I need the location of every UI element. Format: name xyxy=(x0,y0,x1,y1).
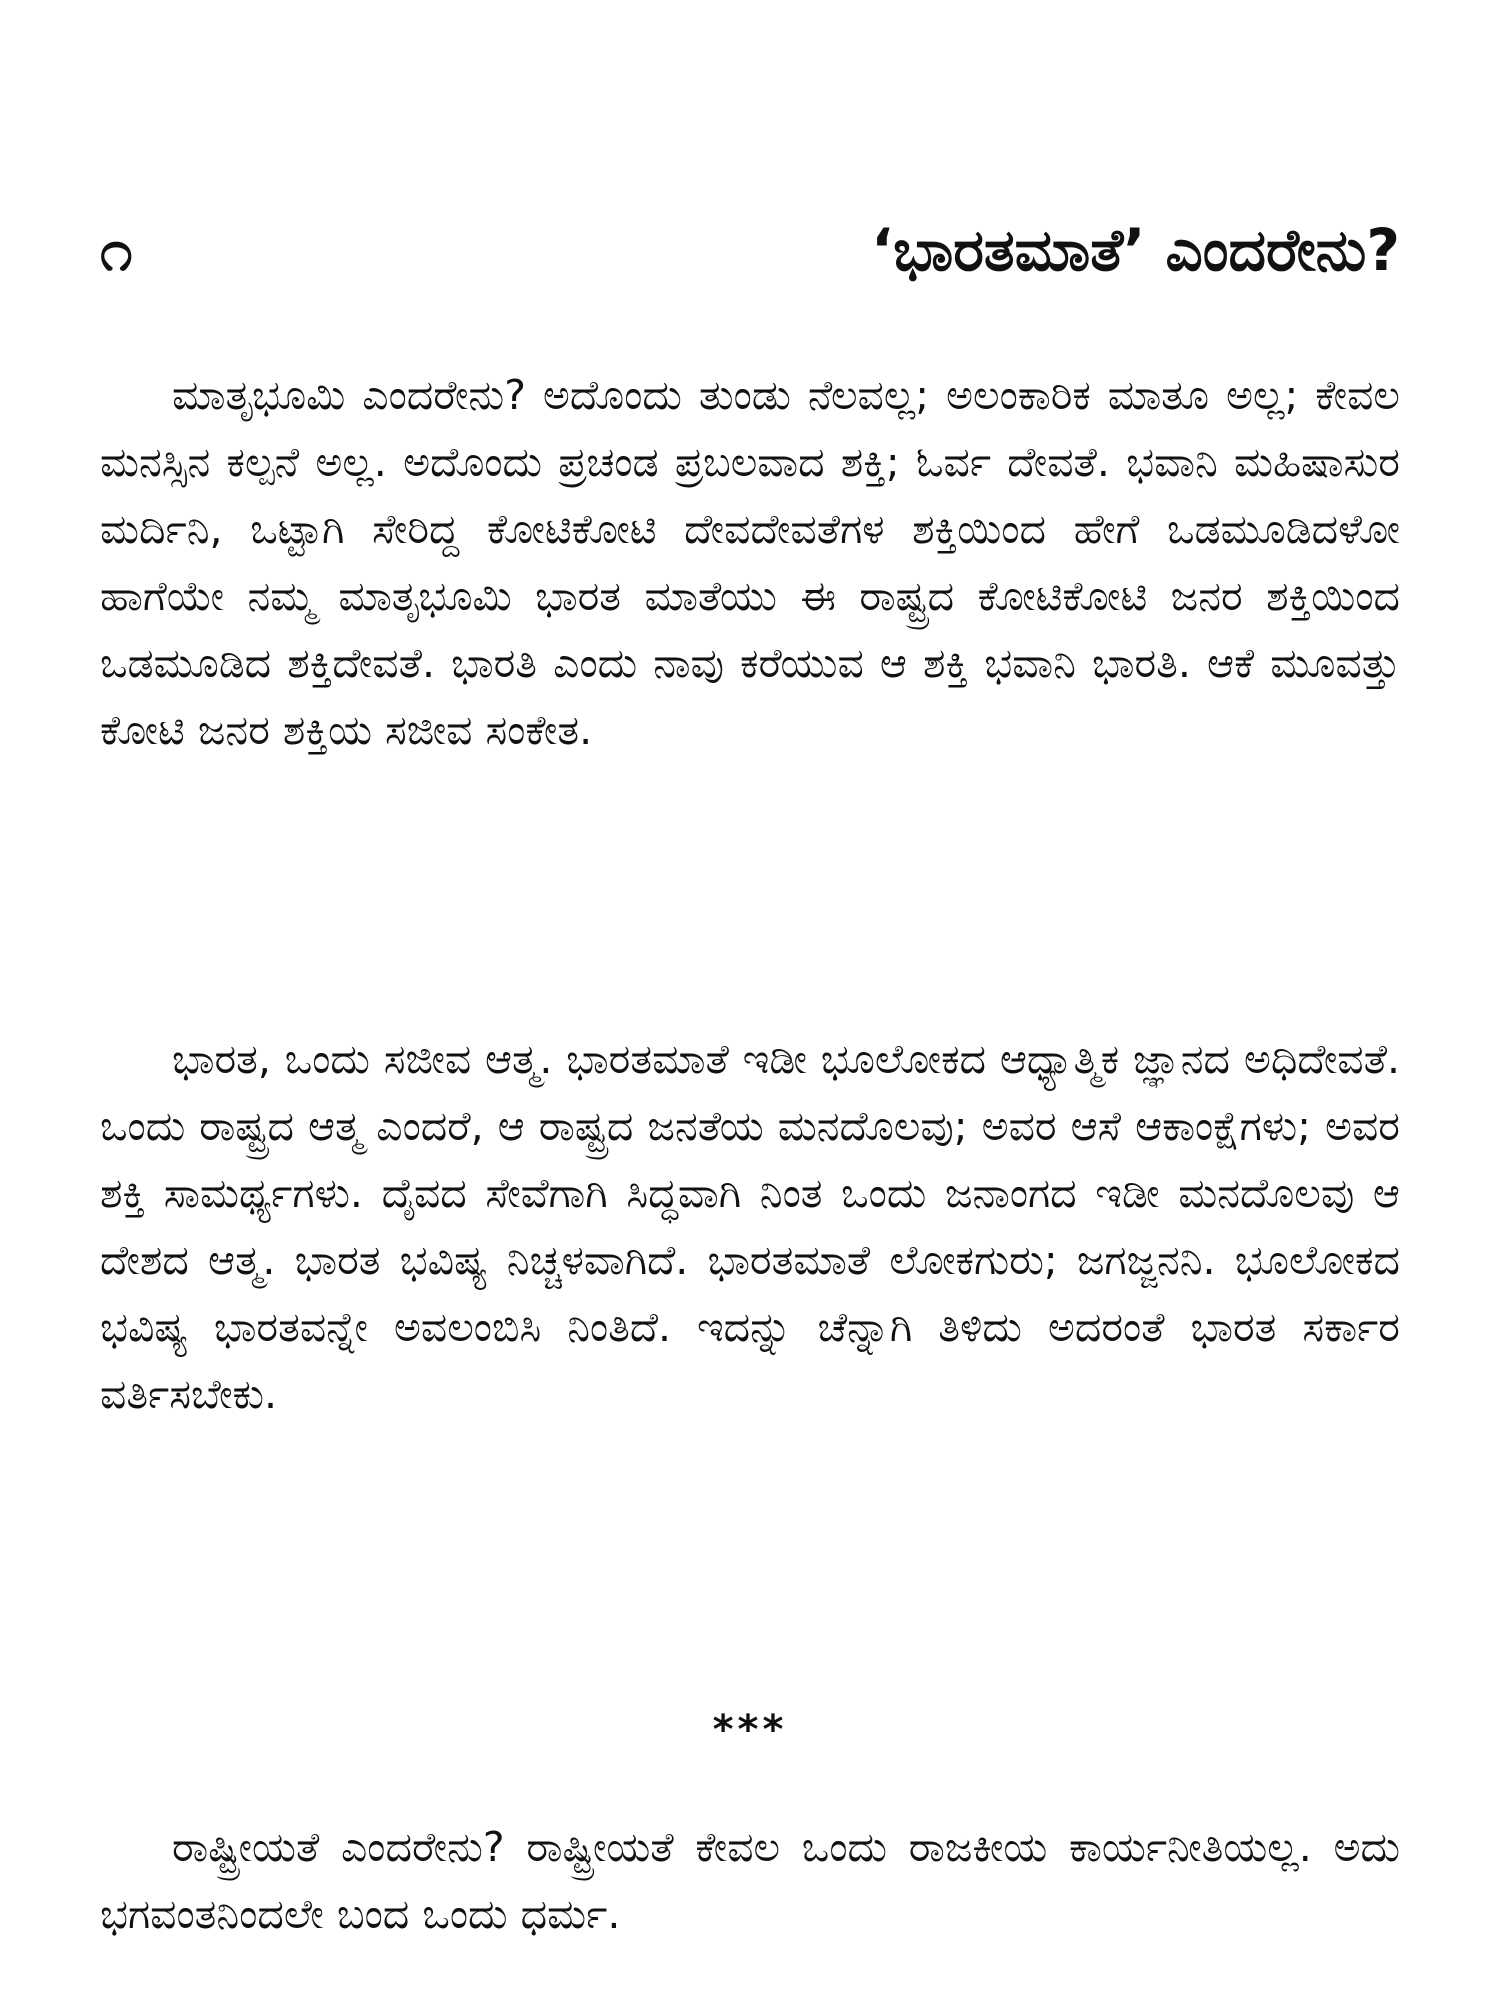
chapter-header xyxy=(100,210,1400,290)
paragraph-living-soul: ಭಾರತ, ಒಂದು ಸಜೀವ ಆತ್ಮ. ಭಾರತಮಾತೆ ಇಡೀ ಭೂಲೋಕದ ಆಧ್ಯಾತ್ಮಿಕ ಜ್ಞಾನದ ಅಧಿದೇವತೆ. ಒಂದು ರಾಷ್ಟ್ರದ ಆತ್ಮ ಎಂದರೆ, ಆ ರಾಷ್ಟ್ರದ ಜನತೆಯ ಮನದೊಲವು; ಅವರ ಆಸೆ ಆಕಾಂಕ್ಷೆಗಳು; ಅವರ ಶಕ್ತಿ ಸಾಮರ್ಥ್ಯಗಳು. ದೈವದ ಸೇವೆಗಾಗಿ ಸಿದ್ಧವಾಗಿ ನಿಂತ ಒಂದು ಜನಾಂಗದ ಇಡೀ ಮನದೊಲವು ಆ ದೇಶದ ಆತ್ಮ. ಭಾರತ ಭವಿಷ್ಯ ನಿಚ್ಚಳವಾಗಿದೆ. ಭಾರತಮಾತೆ ಲೋಕಗುರು; ಜಗಜ್ಜನನಿ. ಭೂಲೋಕದ ಭವಿಷ್ಯ ಭಾರತವನ್ನೇ ಅವಲಂಬಿಸಿ ನಿಂತಿದೆ. ಇದನ್ನು ಚೆನ್ನಾಗಿ ತಿಳಿದು ಅದರಂತೆ ಭಾರತ ಸರ್ಕಾರ ವರ್ತಿಸಬೇಕು. xyxy=(100,1035,1400,1418)
document-page xyxy=(100,0,1400,2000)
section-separator: *** xyxy=(712,1707,788,1753)
chapter-title: ‘ಭಾರತಮಾತೆ’ ಎಂದರೇನು? xyxy=(871,216,1400,284)
chapter-number: ೧ xyxy=(100,216,133,284)
paragraph-nationalism: ರಾಷ್ಟ್ರೀಯತೆ ಎಂದರೇನು? ರಾಷ್ಟ್ರೀಯತೆ ಕೇವಲ ಒಂದು ರಾಜಕೀಯ ಕಾರ್ಯನೀತಿಯಲ್ಲ. ಅದು ಭಗವಂತನಿಂದಲೇ ಬಂದ ಒಂದು ಧರ್ಮ. xyxy=(100,1823,1400,1938)
paragraph-mother-land: ಮಾತೃಭೂಮಿ ಎಂದರೇನು? ಅದೊಂದು ತುಂಡು ನೆಲವಲ್ಲ; ಅಲಂಕಾರಿಕ ಮಾತೂ ಅಲ್ಲ; ಕೇವಲ ಮನಸ್ಸಿನ ಕಲ್ಪನೆ ಅಲ್ಲ. ಅದೊಂದು ಪ್ರಚಂಡ ಪ್ರಬಲವಾದ ಶಕ್ತಿ; ಓರ್ವ ದೇವತೆ. ಭವಾನಿ ಮಹಿಷಾಸುರ ಮರ್ದಿನಿ, ಒಟ್ಟಾಗಿ ಸೇರಿದ್ದ ಕೋಟಿಕೋಟಿ ದೇವದೇವತೆಗಳ ಶಕ್ತಿಯಿಂದ ಹೇಗೆ ಒಡಮೂಡಿದಳೋ ಹಾಗೆಯೇ ನಮ್ಮ ಮಾತೃಭೂಮಿ ಭಾರತ ಮಾತೆಯು ಈ ರಾಷ್ಟ್ರದ ಕೋಟಿಕೋಟಿ ಜನರ ಶಕ್ತಿಯಿಂದ ಒಡಮೂಡಿದ ಶಕ್ತಿದೇವತೆ. ಭಾರತಿ ಎಂದು ನಾವು ಕರೆಯುವ ಆ ಶಕ್ತಿ ಭವಾನಿ ಭಾರತಿ. ಆಕೆ ಮೂವತ್ತು ಕೋಟಿ ಜನರ ಶಕ್ತಿಯ ಸಜೀವ ಸಂಕೇತ. xyxy=(100,371,1400,754)
